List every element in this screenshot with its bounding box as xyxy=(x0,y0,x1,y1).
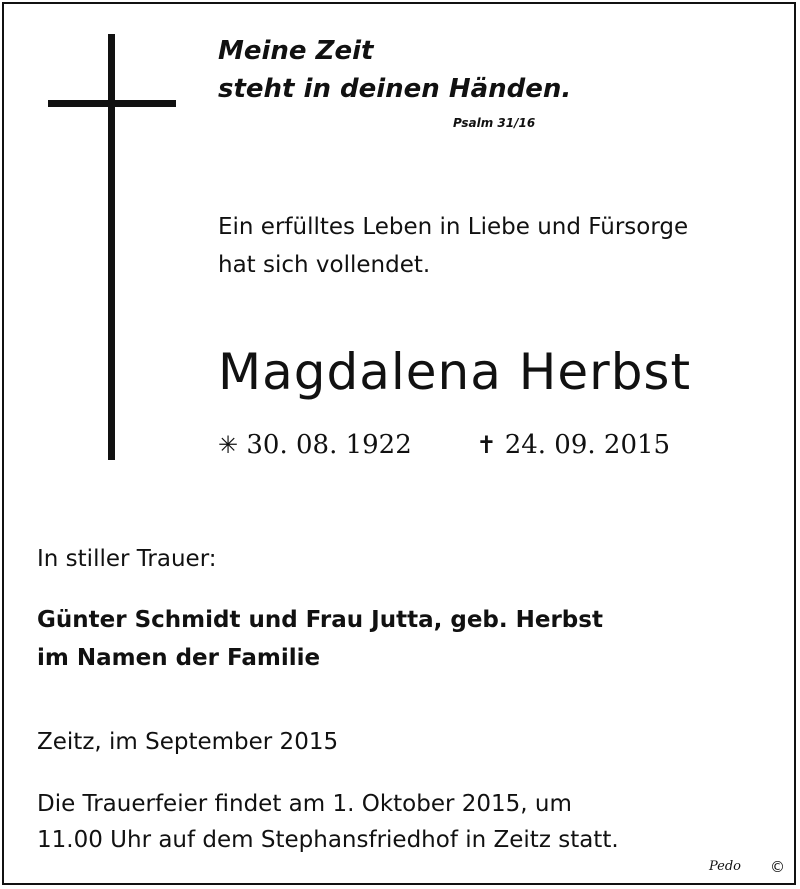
life-dates xyxy=(218,427,670,463)
intro-line-1: Ein erfülltes Leben in Liebe und Fürsorge xyxy=(218,214,689,240)
birth-star-icon: ✳ xyxy=(218,431,239,459)
death-date: 24. 09. 2015 xyxy=(504,430,671,460)
verse-line-1: Meine Zeit xyxy=(218,36,374,66)
family-line-2: im Namen der Familie xyxy=(37,645,321,671)
intro-text xyxy=(218,208,688,284)
funeral-line-1: Die Trauerfeier findet am 1. Oktober 2015, um xyxy=(37,791,572,817)
birth-date: 30. 08. 1922 xyxy=(246,430,412,460)
funeral-info xyxy=(37,786,619,858)
cross-icon-bar xyxy=(48,100,176,107)
cross-icon xyxy=(108,34,115,460)
verse-source: Psalm 31/16 xyxy=(453,116,536,130)
verse-line-2: steht in deinen Händen. xyxy=(218,74,572,104)
designer-signature: Pedo xyxy=(709,859,742,874)
family-line-1: Günter Schmidt und Frau Jutta, geb. Herbst xyxy=(37,607,603,633)
funeral-line-2: 11.00 Uhr auf dem Stephansfriedhof in Zeitz statt. xyxy=(37,827,619,853)
bible-verse xyxy=(218,32,571,108)
intro-line-2: hat sich vollendet. xyxy=(218,252,431,278)
death-cross-icon: ✝ xyxy=(476,431,497,459)
place-date: Zeitz, im September 2015 xyxy=(37,729,339,755)
family-names xyxy=(37,601,603,677)
copyright-icon: © xyxy=(770,858,785,876)
deceased-name: Magdalena Herbst xyxy=(218,343,692,401)
mourning-label: In stiller Trauer: xyxy=(37,546,217,572)
